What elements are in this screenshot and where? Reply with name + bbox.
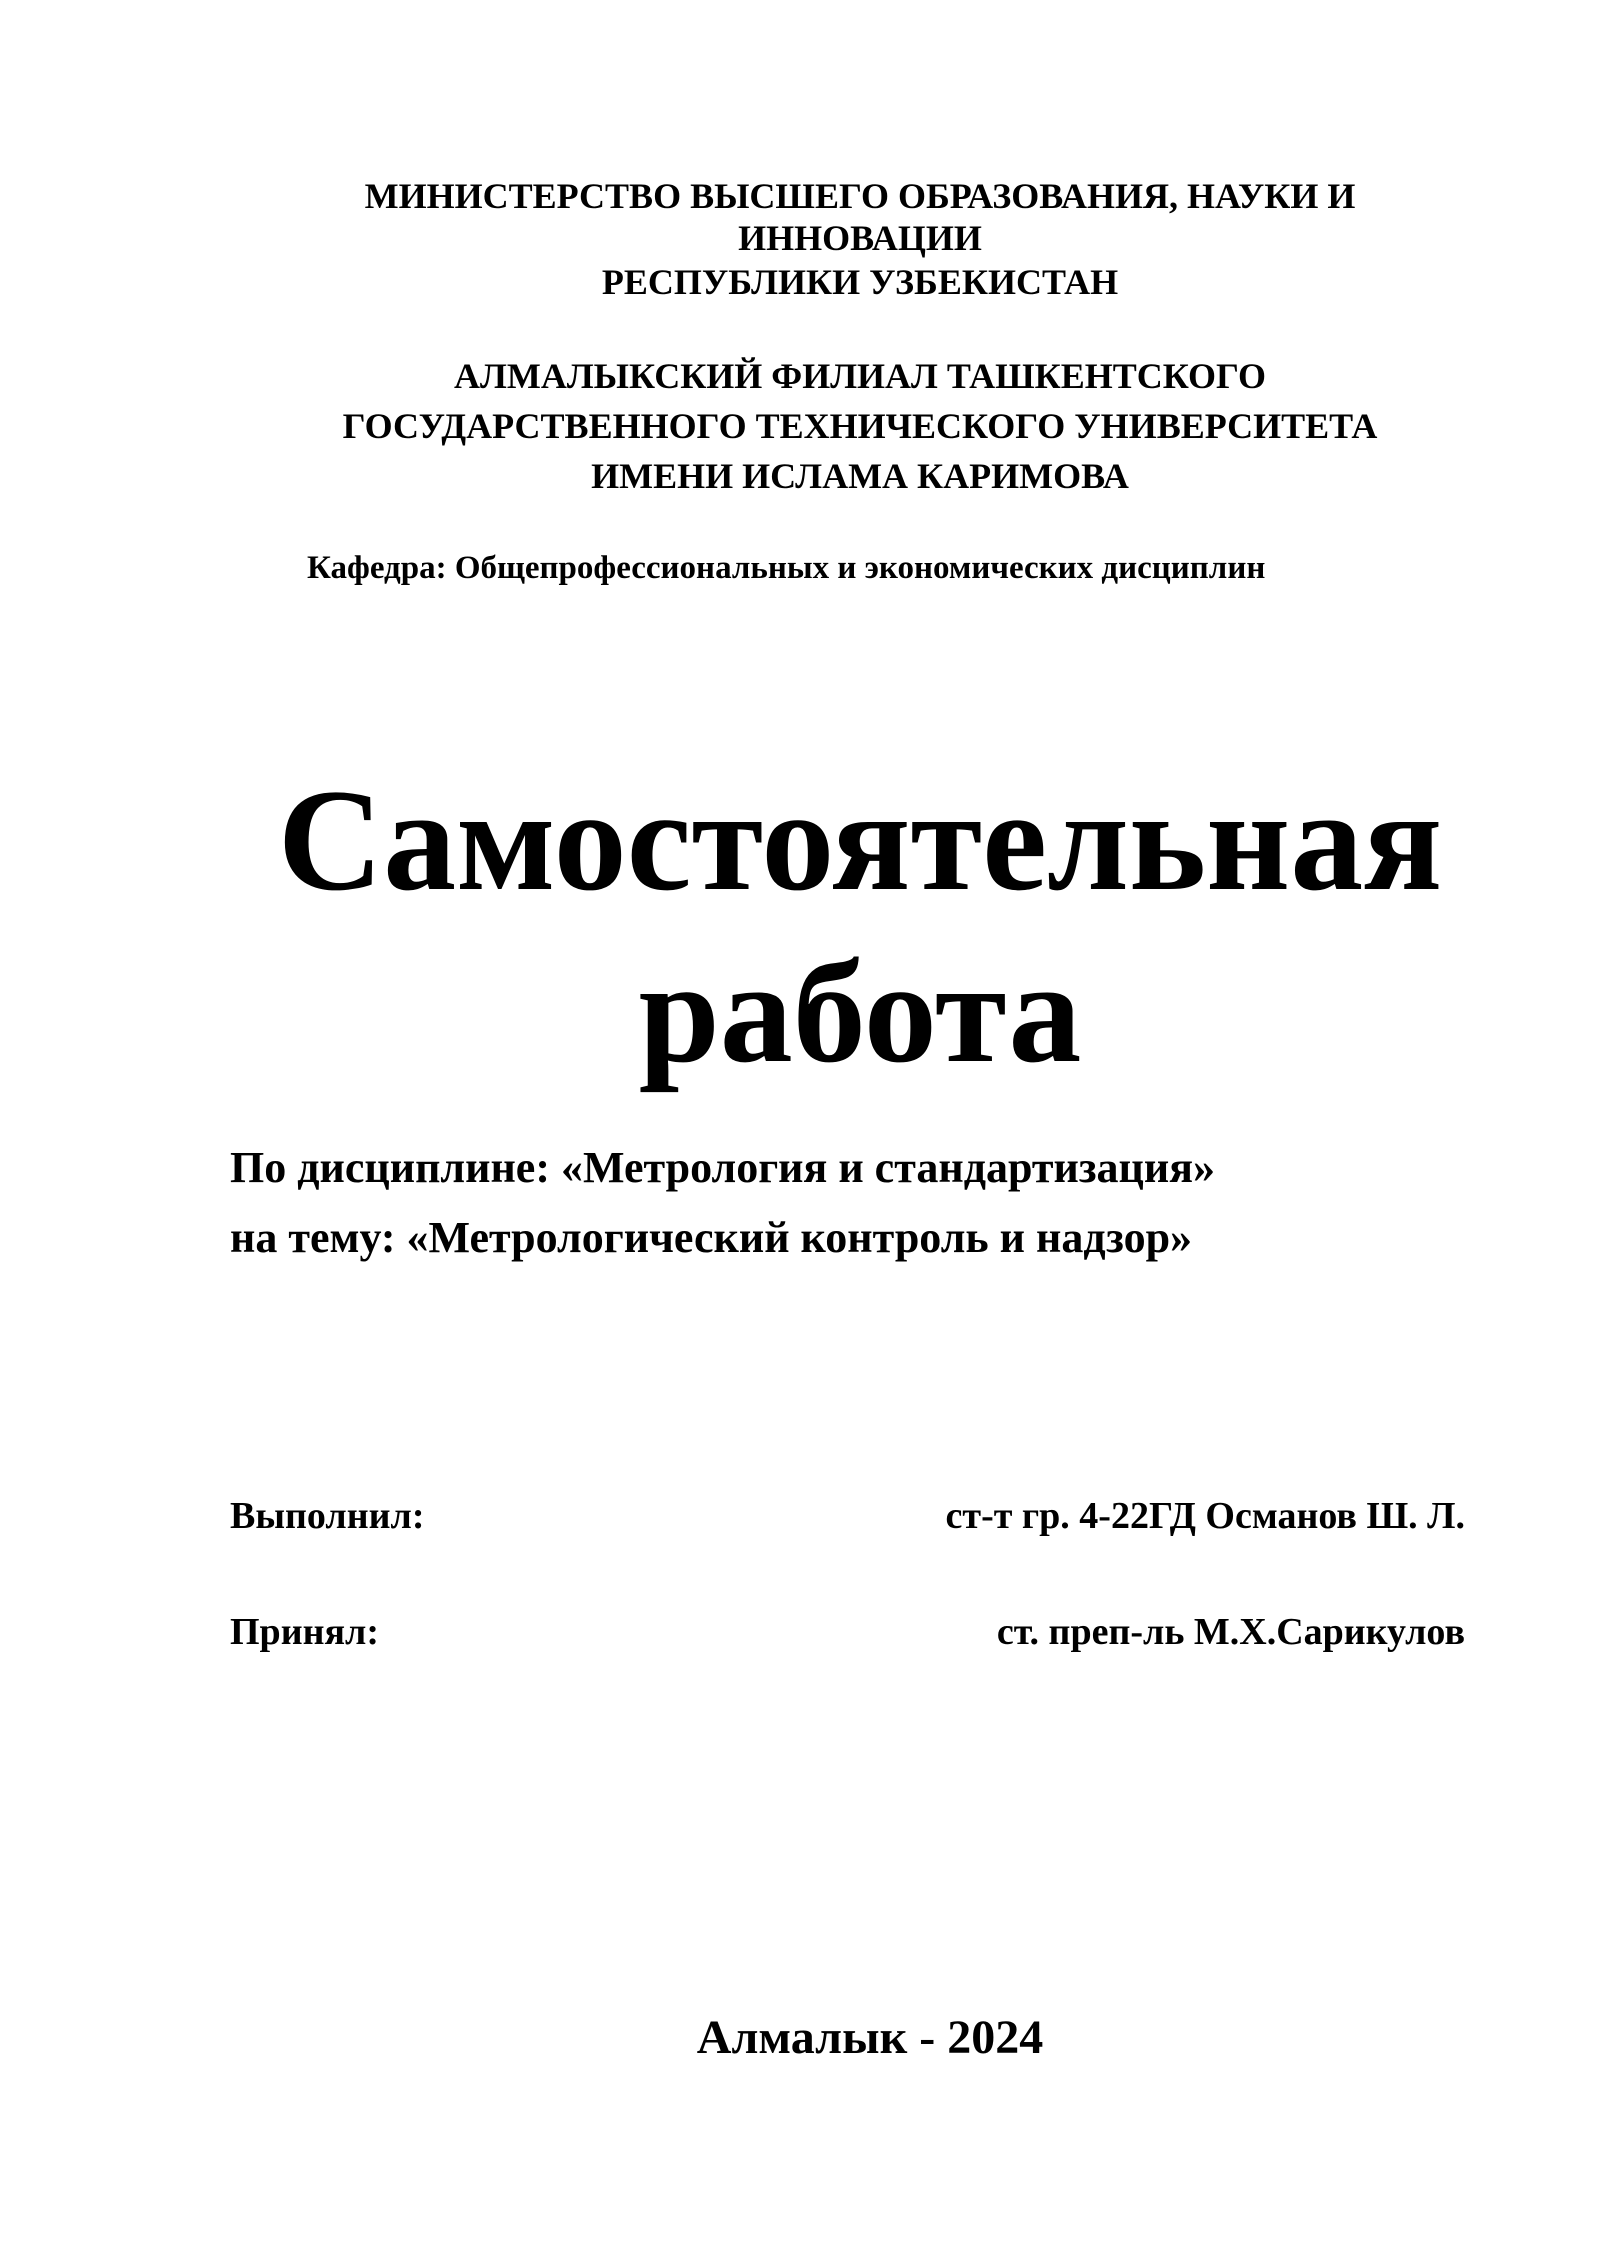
document-title-line-2: работа <box>638 931 1082 1093</box>
university-line-3: ИМЕНИ ИСЛАМА КАРИМОВА <box>591 456 1129 496</box>
completed-by-value: ст-т гр. 4-22ГД Османов Ш. Л. <box>945 1495 1465 1537</box>
ministry-line-1: МИНИСТЕРСТВО ВЫСШЕГО ОБРАЗОВАНИЯ, НАУКИ И <box>364 176 1356 216</box>
topic-line: на тему: «Метрологический контроль и надзор» <box>230 1213 1193 1262</box>
department-line: Кафедра: Общепрофессиональных и экономических дисциплин <box>307 550 1266 586</box>
discipline-line: По дисциплине: «Метрология и стандартизация» <box>230 1143 1216 1192</box>
university-line-1: АЛМАЛЫКСКИЙ ФИЛИАЛ ТАШКЕНТСКОГО <box>454 356 1266 396</box>
document-title-line-1: Самостоятельная <box>277 759 1443 921</box>
ministry-line-3: РЕСПУБЛИКИ УЗБЕКИСТАН <box>601 262 1119 302</box>
city-year: Алмалык - 2024 <box>696 2011 1044 2064</box>
completed-by-label: Выполнил: <box>230 1495 425 1537</box>
ministry-line-2: ИННОВАЦИИ <box>738 218 982 258</box>
university-line-2: ГОСУДАРСТВЕННОГО ТЕХНИЧЕСКОГО УНИВЕРСИТЕТА <box>342 406 1378 446</box>
accepted-by-label: Принял: <box>230 1611 380 1653</box>
accepted-by-value: ст. преп-ль М.Х.Сарикулов <box>996 1611 1465 1653</box>
